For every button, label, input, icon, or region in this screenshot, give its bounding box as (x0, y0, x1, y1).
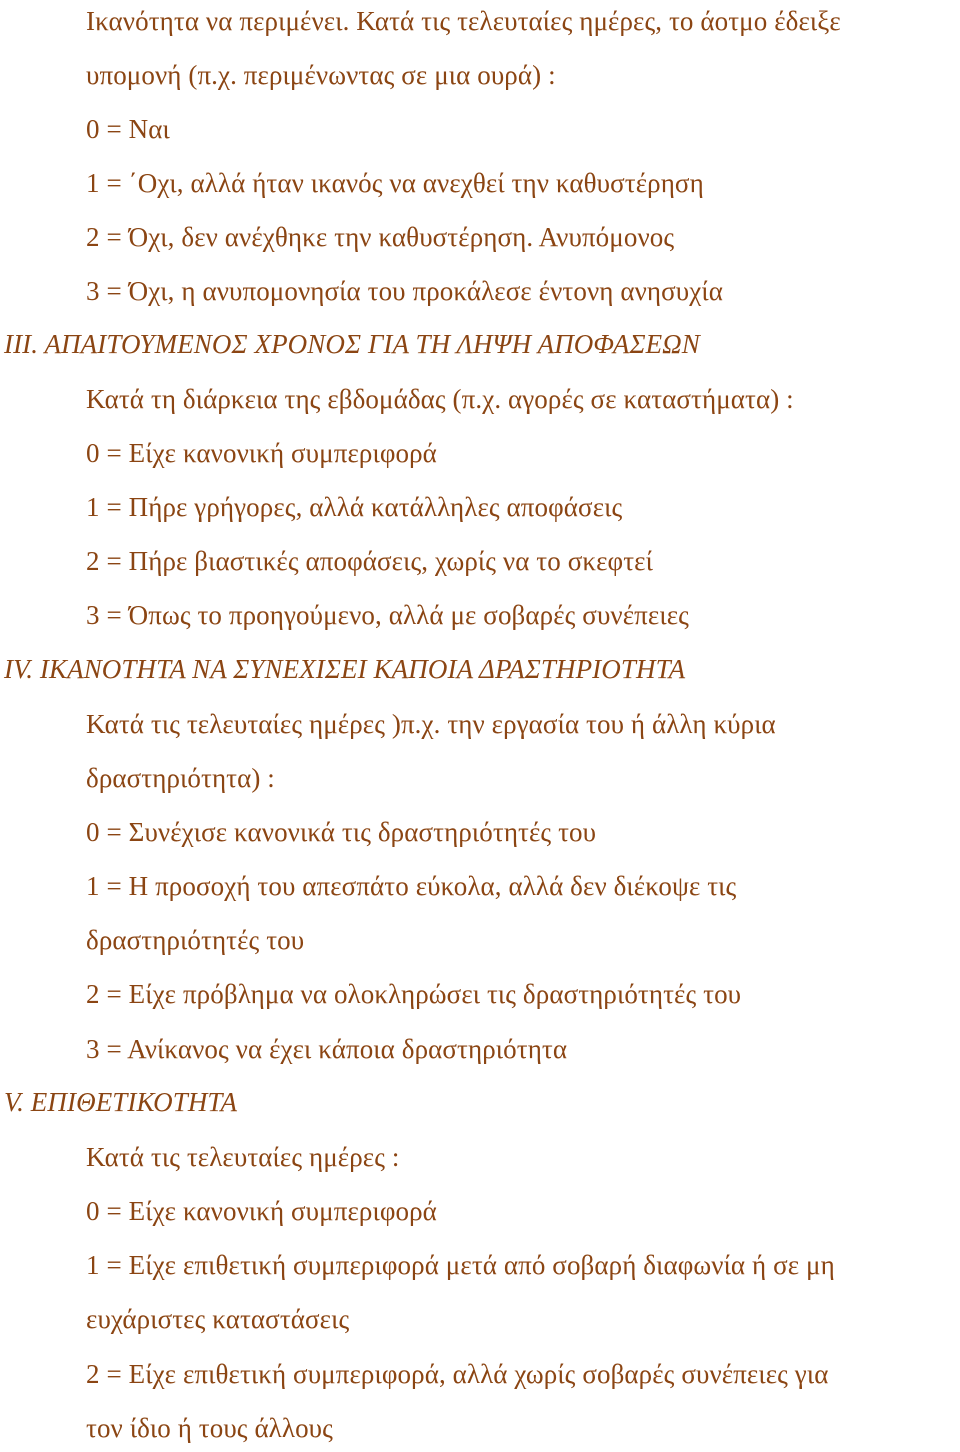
text-line: δραστηριότητα) : (86, 763, 275, 793)
text-line: Κατά τις τελευταίες ημέρες )π.χ. την εργασία του ή άλλη κύρια (86, 709, 776, 739)
option-line: 1 = Πήρε γρήγορες, αλλά κατάλληλες αποφάσεις (86, 492, 623, 522)
option-line: 0 = Ναι (86, 114, 170, 144)
option-line: 2 = Πήρε βιαστικές αποφάσεις, χωρίς να το σκεφτεί (86, 546, 653, 576)
option-line: 3 = Ανίκανος να έχει κάποια δραστηριότητα (86, 1034, 568, 1064)
option-line: 1 = Είχε επιθετική συμπεριφορά μετά από σοβαρή διαφωνία ή σε μη (86, 1250, 835, 1280)
option-line: 2 = Είχε πρόβλημα να ολοκληρώσει τις δραστηριότητές του (86, 979, 742, 1009)
section-heading: V. ΕΠΙΘΕΤΙΚΟΤΗΤΑ (4, 1087, 238, 1117)
text-line: ευχάριστες καταστάσεις (86, 1304, 350, 1334)
text-line: Κατά τις τελευταίες ημέρες : (86, 1142, 400, 1172)
option-line: 1 = Η προσοχή του απεσπάτο εύκολα, αλλά δεν διέκοψε τις (86, 871, 737, 901)
section-heading: ΙV. ΙΚΑΝΟΤΗΤΑ ΝΑ ΣΥΝΕΧΙΣΕΙ ΚΑΠΟΙΑ ΔΡΑΣΤΗΡΙΟΤΗΤΑ (4, 654, 686, 684)
option-line: 2 = Είχε επιθετική συμπεριφορά, αλλά χωρίς σοβαρές συνέπειες για (86, 1359, 829, 1389)
option-line: 3 = Όχι, η ανυπομονησία του προκάλεσε έντονη ανησυχία (86, 276, 723, 306)
option-line: 0 = Είχε κανονική συμπεριφορά (86, 438, 437, 468)
option-line: 0 = Συνέχισε κανονικά τις δραστηριότητές του (86, 817, 597, 847)
text-line: υπομονή (π.χ. περιμένωντας σε μια ουρά) : (86, 60, 556, 90)
option-line: 1 = ΄Οχι, αλλά ήταν ικανός να ανεχθεί την καθυστέρηση (86, 168, 704, 198)
text-line: δραστηριότητές του (86, 925, 305, 955)
text-line: Κατά τη διάρκεια της εβδομάδας (π.χ. αγορές σε καταστήματα) : (86, 384, 794, 414)
option-line: 2 = Όχι, δεν ανέχθηκε την καθυστέρηση. Ανυπόμονος (86, 222, 675, 252)
section-heading: ΙΙΙ. ΑΠΑΙΤΟΥΜΕΝΟΣ ΧΡΟΝΟΣ ΓΙΑ ΤΗ ΛΗΨΗ ΑΠΟΦΑΣΕΩΝ (4, 329, 700, 359)
text-line: τον ίδιο ή τους άλλους (86, 1413, 333, 1443)
text-line: Ικανότητα να περιμένει. Κατά τις τελευταίες ημέρες, το άοτμο έδειξε (86, 6, 841, 36)
option-line: 3 = Όπως το προηγούμενο, αλλά με σοβαρές συνέπειες (86, 600, 689, 630)
option-line: 0 = Είχε κανονική συμπεριφορά (86, 1196, 437, 1226)
